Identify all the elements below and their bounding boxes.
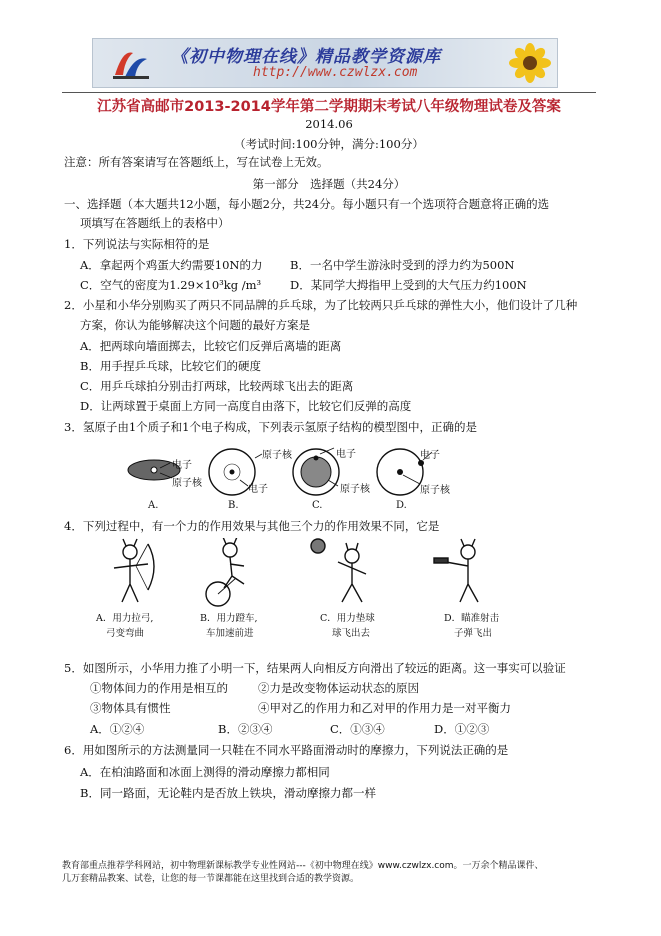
q5-option-c: C．①③④ <box>330 722 385 736</box>
q5-stem: 5．如图所示，小华用力推了小明一下，结果两人向相反方向滑出了较远的距离。这一事实可以验证 <box>64 661 566 675</box>
q1-option-d: D．某同学大拇指甲上受到的大气压力约100N <box>290 278 527 292</box>
q1-option-c: C．空气的密度为1.29×10³kg /m³ <box>80 278 262 292</box>
q4-caption-d1: D．瞄准射击 <box>444 613 500 624</box>
q4-caption-c1: C．用力垫球 <box>320 613 375 624</box>
exam-info: （考试时间:100分钟，满分:100分） <box>234 137 424 151</box>
atom-c-electron-label: 电子 <box>336 449 356 460</box>
atom-d-electron-label: 电子 <box>420 450 440 461</box>
q6-stem: 6．用如图所示的方法测量同一只鞋在不同水平路面滑动时的摩擦力，下列说法正确的是 <box>64 743 509 757</box>
section-intro-line2: 项填写在答题纸上的表格中） <box>80 216 230 230</box>
page-footer <box>62 860 602 886</box>
atom-c-nucleus-label: 原子核 <box>340 484 370 495</box>
q2-stem-line2: 方案，你认为能够解决这个问题的最好方案是 <box>80 318 310 332</box>
q2-option-c: C．用乒乓球拍分别击打两球，比较两球飞出去的距离 <box>80 379 354 393</box>
q5-statement-4: ④甲对乙的作用力和乙对甲的作用力是一对平衡力 <box>258 701 511 715</box>
q4-caption-a2: 弓变弯曲 <box>106 628 145 639</box>
q6-option-a: A．在柏油路面和冰面上测得的滑动摩擦力都相同 <box>80 765 330 779</box>
q1-option-a: A．拿起两个鸡蛋大约需要10N的力 <box>80 258 263 272</box>
section-intro-line1: 一、选择题（本大题共12小题，每小题2分，共24分。每小题只有一个选项符合题意将正确的选 <box>64 197 550 211</box>
atom-option-b: B. <box>228 500 239 511</box>
atom-a-nucleus-label: 原子核 <box>172 478 202 489</box>
header-divider <box>62 92 596 93</box>
q5-statement-3: ③物体具有惯性 <box>90 701 171 715</box>
atom-option-d: D. <box>396 500 407 511</box>
q5-option-a: A．①②④ <box>90 722 145 736</box>
footer-line1: 教育部重点推荐学科网站，初中物理新课标教学专业性网站---《初中物理在线》www.czwlzx.com。一万余个精品课件、 <box>62 861 544 871</box>
page-title: 江苏省高邮市2013-2014学年第二学期期末考试八年级物理试卷及答案 <box>97 99 561 115</box>
footer-line2: 几万套精品教案、试卷，让您的每一节课都能在这里找到合适的教学资源。 <box>62 874 360 884</box>
q1-option-b: B．一名中学生游泳时受到的浮力约为500N <box>290 258 515 272</box>
q2-option-a: A．把两球向墙面掷去，比较它们反弹后离墙的距离 <box>80 339 342 353</box>
banner-title: 《初中物理在线》精品教学资源库 <box>171 47 441 67</box>
banner-url[interactable]: http://www.czwlzx.com <box>253 65 418 80</box>
atom-a-electron-label: 电子 <box>172 460 192 471</box>
site-logo-icon <box>111 45 151 81</box>
atom-b-electron-label: 电子 <box>248 484 268 495</box>
q4-caption-a1: A．用力拉弓, <box>96 613 154 624</box>
q4-caption-b1: B．用力蹬车, <box>200 613 258 624</box>
q5-statement-2: ②力是改变物体运动状态的原因 <box>258 681 419 695</box>
exam-notice: 注意：所有答案请写在答题纸上，写在试卷上无效。 <box>64 155 329 169</box>
q4-caption-d2: 子弹飞出 <box>454 628 493 639</box>
atom-d-nucleus-label: 原子核 <box>420 485 450 496</box>
q5-option-d: D．①②③ <box>434 722 490 736</box>
q2-option-d: D．让两球置于桌面上方同一高度自由落下，比较它们反弹的高度 <box>80 399 412 413</box>
site-banner <box>92 38 558 88</box>
atom-option-c: C. <box>312 500 323 511</box>
part-title: 第一部分 选择题（共24分） <box>252 177 406 191</box>
q4-caption-c2: 球飞出去 <box>332 628 371 639</box>
q2-stem-line1: 2．小星和小华分别购买了两只不同品牌的乒乓球，为了比较两只乒乓球的弹性大小，他们设计了几种 <box>64 298 578 312</box>
q4-caption-b2: 车加速前进 <box>206 628 254 639</box>
q5-statement-1: ①物体间力的作用是相互的 <box>90 681 228 695</box>
force-effect-figures <box>90 538 520 610</box>
atom-b-nucleus-label: 原子核 <box>262 450 292 461</box>
q3-stem: 3．氢原子由1个质子和1个电子构成，下列表示氢原子结构的模型图中，正确的是 <box>64 420 477 434</box>
q2-option-b: B．用手捏乒乓球，比较它们的硬度 <box>80 359 261 373</box>
q1-stem: 1．下列说法与实际相符的是 <box>64 237 210 251</box>
q6-option-b: B．同一路面，无论鞋内是否放上铁块，滑动摩擦力都一样 <box>80 786 376 800</box>
sunflower-icon <box>507 43 553 83</box>
atom-option-a: A. <box>148 500 159 511</box>
q5-option-b: B．②③④ <box>218 722 273 736</box>
exam-date: 2014.06 <box>305 117 353 131</box>
q4-stem: 4．下列过程中，有一个力的作用效果与其他三个力的作用效果不同，它是 <box>64 519 440 533</box>
